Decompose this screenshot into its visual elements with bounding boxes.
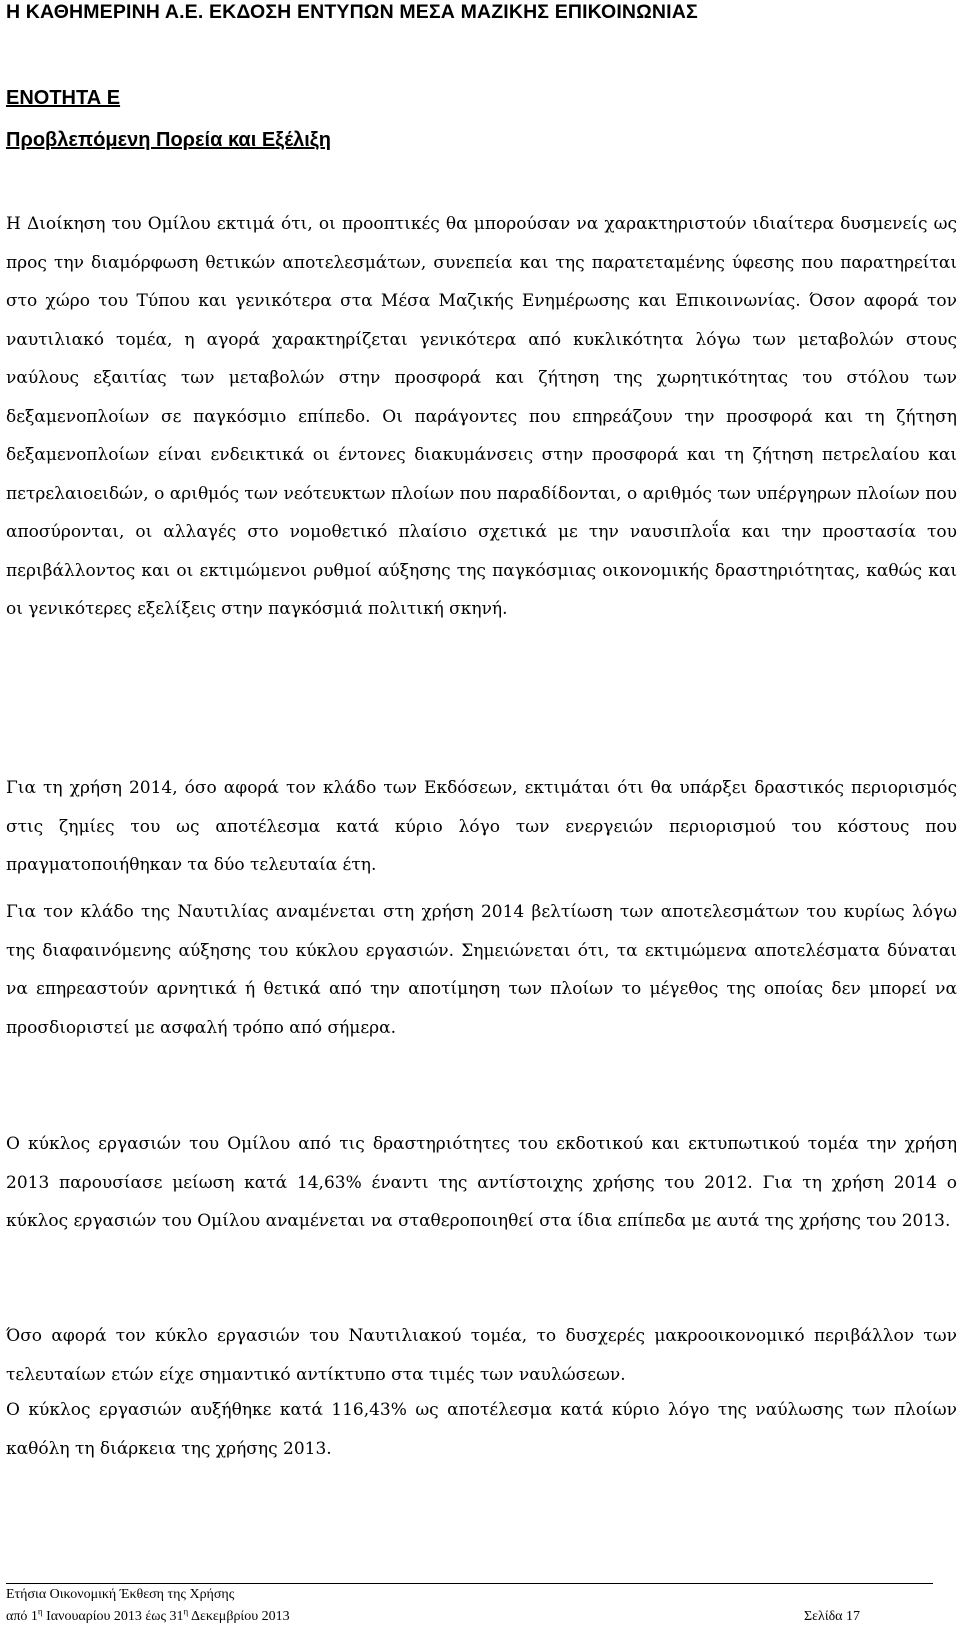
paragraph-shipping-2014: Για τον κλάδο της Ναυτιλίας αναμένεται στη χρήση 2014 βελτίωση των αποτελεσμάτων του κυρίως λόγω της διαφαινόμενης αύξησης του κύκλου εργασιών. Σημειώνεται ότι, τα εκτιμώμενα αποτελέσματα δύναται να επηρεαστούν αρνητικά ή θετικά από την αποτίμηση των πλοίων το μέγεθος της οποίας δεν μπορεί να προσδιοριστεί με ασφαλή τρόπο από σήμερα. [6,902,957,1038]
paragraph-editions-2014: Για τη χρήση 2014, όσο αφορά τον κλάδο των Εκδόσεων, εκτιμάται ότι θα υπάρξει δραστικός περιορισμός στις ζημίες του ως αποτέλεσμα κατά κύριο λόγο των ενεργειών περιορισμού του κόστους που πραγματοποιήθηκαν τα δύο τελευταία έτη. [6,778,957,875]
footer-report-title: Ετήσια Οικονομική Έκθεση της Χρήσης [6,1587,235,1602]
company-header: Η ΚΑΘΗΜΕΡΙΝΗ Α.Ε. ΕΚΔΟΣΗ ΕΝΤΥΠΩΝ ΜΕΣΑ ΜΑΖΙΚΗΣ ΕΠΙΚΟΙΝΩΝΙΑΣ [6,1,698,23]
paragraph-outlook: Η Διοίκηση του Ομίλου εκτιμά ότι, οι προοπτικές θα μπορούσαν να χαρακτηριστούν ιδιαίτερα δυσμενείς ως προς την διαμόρφωση θετικών αποτελεσμάτων, συνεπεία και της παρατεταμένης ύφεσης που παρατηρείται στο χώρο του Τύπου και γενικότερα στα Μέσα Μαζικής Ενημέρωσης και Επικοινωνίας. Όσον αφορά τον ναυτιλιακό τομέα, η αγορά χαρακτηρίζεται γενικότερα από κυκλικότητα λόγω των μεταβολών στους ναύλους εξαιτίας των μεταβολών στην προσφορά και ζήτηση της χωρητικότητας του στόλου των δεξαμενοπλοίων σε παγκόσμιο επίπεδο. Οι παράγοντες που επηρεάζουν την προσφορά και τη ζήτηση δεξαμενοπλοίων είναι ενδεικτικά οι έντονες διακυμάνσεις στην προσφορά και τη ζήτηση πετρελαίου και πετρελαιοειδών, ο αριθμός των νεότευκτων πλοίων που παραδίδονται, ο αριθμός των υπέργηρων πλοίων που αποσύρονται, οι αλλαγές στο νομοθετικό πλαίσιο σχετικά με την ναυσιπλοΐα και την προστασία του περιβάλλοντος και οι εκτιμώμενοι ρυθμοί αύξησης της παγκόσμιας οικονομικής δραστηριότητας, καθώς και οι γενικότερες εξελίξεις στην παγκόσμιά πολιτική σκηνή. [6,214,957,619]
paragraph-naval-turnover: Όσο αφορά τον κύκλο εργασιών του Ναυτιλιακού τομέα, το δυσχερές μακροοικονομικό περιβάλλον των τελευταίων ετών είχε σημαντικό αντίκτυπο στα τιμές των ναυλώσεων. [6,1326,957,1385]
section-title: Προβλεπόμενη Πορεία και Εξέλιξη [6,129,331,151]
footer-divider [6,1583,933,1584]
footer-period-from-sup: η [37,1606,43,1617]
footer-period-to-sup: η [183,1606,189,1617]
section-label: ΕΝΟΤΗΤΑ Ε [6,87,121,109]
paragraph-naval-increase: Ο κύκλος εργασιών αυξήθηκε κατά 116,43% ως αποτέλεσμα κατά κύριο λόγο της ναύλωσης των πλοίων καθόλη τη διάρκεια της χρήσης 2013. [6,1400,957,1459]
footer-period-from: από 1 [6,1609,38,1624]
footer-page-number: Σελίδα 17 [804,1609,861,1624]
footer-period [6,1606,290,1628]
footer-period-to-month: Δεκεμβρίου 2013 [188,1609,290,1624]
footer-period-from-month: Ιανουαρίου 2013 έως 31 [42,1609,184,1624]
paragraph-group-turnover: Ο κύκλος εργασιών του Ομίλου από τις δραστηριότητες του εκδοτικού και εκτυπωτικού τομέα την χρήση 2013 παρουσίασε μείωση κατά 14,63% έναντι της αντίστοιχης χρήσης του 2012. Για τη χρήση 2014 ο κύκλος εργασιών του Ομίλου αναμένεται να σταθεροποιηθεί στα ίδια επίπεδα με αυτά της χρήσης του 2013. [6,1134,957,1231]
